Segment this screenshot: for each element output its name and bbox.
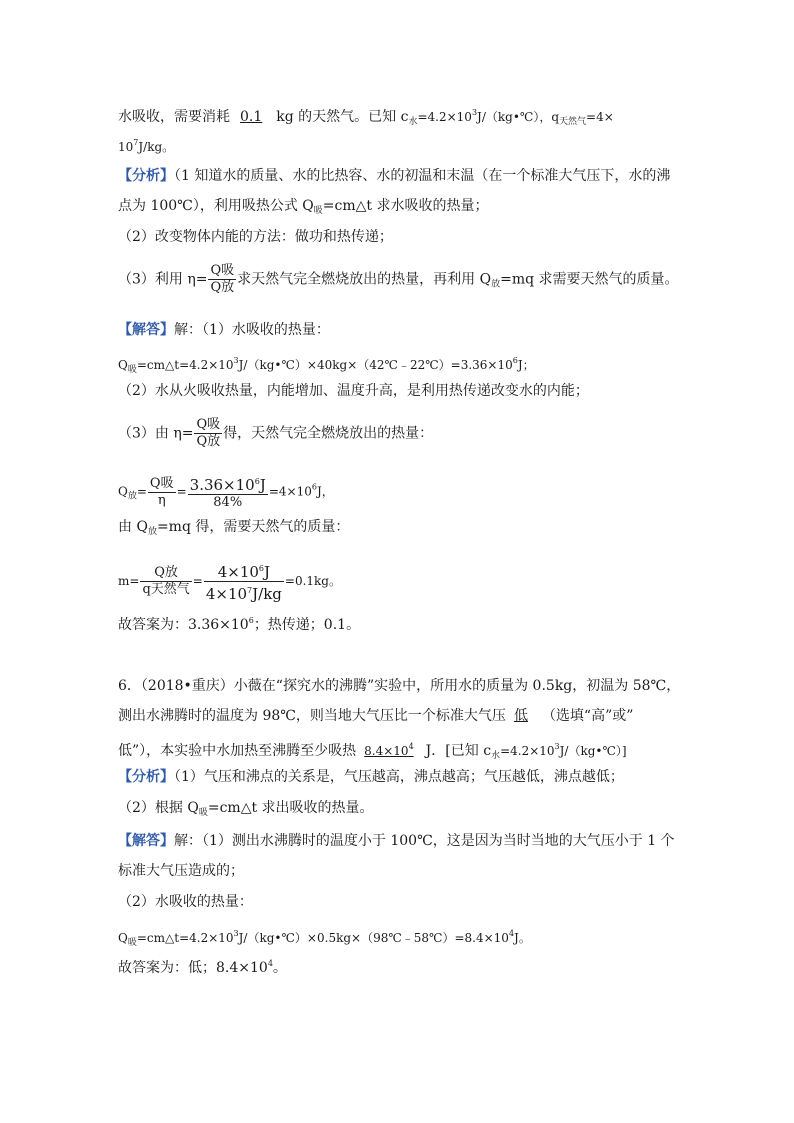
text: 解：（1）水吸收的热量： — [174, 322, 330, 338]
text: J/（kg•℃），q — [477, 110, 560, 124]
text: = — [176, 484, 187, 499]
superscript: 3 — [233, 929, 239, 938]
analysis-line-3 — [118, 263, 679, 296]
text: J， — [316, 484, 334, 499]
text: 4×10 — [217, 563, 259, 581]
subscript: 水 — [408, 117, 418, 127]
answer-blank: 低 — [513, 708, 528, 724]
text: 标准大气压造成的； — [118, 863, 244, 879]
heat-fraction — [148, 476, 176, 509]
text: J — [259, 476, 266, 494]
answer-6-line-2 — [118, 893, 253, 911]
analysis-6-line-2 — [118, 799, 374, 822]
superscript: 3 — [554, 742, 560, 751]
analysis-line-1b — [118, 197, 488, 220]
calc-line-3 — [118, 560, 341, 603]
fraction-numerator: Q吸 — [210, 263, 235, 278]
answer-6-line-1 — [118, 832, 675, 850]
answer-tag: 【解答】 — [118, 833, 174, 849]
text: 。 — [272, 960, 287, 976]
subscript: 放 — [147, 527, 157, 537]
text: = — [192, 574, 203, 588]
superscript: 3 — [471, 108, 478, 117]
text: =cm△t=4.2×10 — [136, 358, 234, 372]
fraction-denominator: q天然气 — [142, 582, 190, 597]
answer-tag: 【解答】 — [118, 322, 174, 338]
superscript: 6 — [248, 616, 254, 625]
subscript: 吸 — [127, 938, 137, 948]
text: （2）水吸收的热量： — [118, 894, 253, 910]
analysis-line-1 — [118, 167, 670, 185]
text: 水吸收，需要消耗 — [118, 109, 230, 125]
superscript: 7 — [247, 586, 253, 595]
fraction-numerator — [204, 560, 284, 582]
answer-line-4 — [118, 518, 349, 541]
text: =mq 得，需要天然气的质量： — [156, 519, 350, 535]
superscript: 6 — [254, 477, 260, 486]
text: J．[已知 c — [425, 743, 492, 759]
superscript: 4 — [408, 742, 414, 751]
calc-line-2 — [118, 473, 334, 511]
text: Q — [118, 358, 128, 372]
superscript: 3 — [233, 356, 239, 365]
fraction-denominator — [204, 582, 284, 603]
answer-blank: 0.1 — [240, 109, 263, 125]
answer-line-3 — [118, 417, 433, 450]
intro-line-1 — [118, 104, 614, 131]
efficiency-fraction — [194, 417, 222, 450]
text: ；热传递；0.1。 — [253, 617, 361, 633]
calc-line-1 — [118, 352, 535, 379]
text: 10 — [118, 140, 134, 154]
subscript: 吸 — [198, 808, 208, 818]
text: J。 — [514, 931, 531, 945]
fraction-numerator: Q吸 — [149, 475, 174, 491]
superscript: 4 — [267, 959, 273, 968]
text: 6．（2018•重庆）小薇在“探究水的沸腾”实验中，所用水的质量为 0.5kg，初温为 58℃， — [118, 678, 681, 694]
mass-fraction — [140, 565, 191, 598]
analysis-6-line-1 — [118, 768, 624, 786]
answer-blank — [356, 744, 426, 758]
value-fraction — [188, 473, 268, 511]
text: 低”），本实验中水加热至沸腾至少吸热 — [118, 743, 357, 759]
text: =mq 求需要天然气的质量。 — [500, 271, 679, 288]
superscript: 6 — [258, 564, 264, 573]
fraction-numerator: Q放 — [140, 565, 191, 582]
question-6-line-2 — [118, 707, 633, 725]
text: =4.2×10 — [500, 744, 555, 758]
fraction-numerator — [188, 473, 268, 495]
calc-6-line — [118, 925, 531, 952]
subscript: 放 — [491, 279, 501, 290]
text: =cm△t 求水吸收的热量； — [322, 198, 489, 214]
answer-line-intro — [118, 321, 330, 339]
final-answer-5 — [118, 612, 360, 634]
question-6-line-3 — [118, 738, 627, 765]
text: J/（kg•℃）] — [559, 744, 627, 758]
analysis-tag: 【分析】 — [118, 769, 174, 785]
answer-6-line-1b — [118, 862, 244, 880]
fraction-denominator: η — [157, 492, 166, 508]
subscript: 天然气 — [559, 117, 587, 127]
text: Q — [118, 484, 128, 499]
text: J/（kg•℃）×40kg×（42℃﹣22℃）=3.36×10 — [238, 358, 513, 372]
text: 由 Q — [118, 519, 148, 535]
text: 点为 100℃），利用吸热公式 Q — [118, 198, 314, 214]
text: （3）利用 η= — [118, 271, 208, 288]
efficiency-fraction — [208, 263, 236, 296]
subscript: 吸 — [127, 365, 137, 375]
fraction-denominator: 84% — [213, 495, 243, 510]
text: =4.2×10 — [417, 110, 472, 124]
text: 故答案为：3.36×10 — [118, 617, 249, 633]
text: 4×10 — [205, 585, 248, 603]
value-fraction — [204, 560, 284, 603]
text: =4× — [586, 110, 614, 124]
subscript: 水 — [491, 751, 501, 761]
text: =4×10 — [268, 484, 312, 499]
question-6-line-1 — [118, 677, 680, 695]
text: = — [136, 484, 147, 499]
text: （1）气压和沸点的关系是，气压越高，沸点越高；气压越低，沸点越低； — [174, 769, 624, 785]
text: （2）根据 Q — [118, 800, 199, 816]
text: 解：（1）测出水沸腾时的温度小于 100℃，这是因为当时当地的大气压小于 1 个 — [174, 833, 675, 849]
text: （1 知道水的质量、水的比热容、水的初温和末温（在一个标准大气压下，水的沸 — [174, 168, 671, 184]
text: （2）水从火吸收热量，内能增加、温度升高，是利用热传递改变水的内能； — [118, 383, 589, 399]
analysis-line-2 — [118, 228, 393, 246]
text: J； — [517, 358, 535, 372]
final-answer-6 — [118, 955, 287, 977]
fraction-numerator: Q吸 — [196, 417, 221, 432]
text: m= — [118, 574, 140, 588]
text: （2）改变物体内能的方法：做功和热传递； — [118, 229, 393, 245]
superscript: 6 — [512, 356, 518, 365]
subscript: 放 — [127, 491, 137, 502]
text: =cm△t=4.2×10 — [136, 931, 234, 945]
intro-line-2 — [118, 134, 174, 156]
fraction-denominator: Q放 — [196, 434, 221, 449]
text: =0.1kg。 — [284, 574, 341, 588]
text: （选填“高”或” — [541, 708, 634, 724]
text: kg 的天然气。已知 c — [276, 109, 409, 125]
text: 3.36×10 — [189, 476, 255, 494]
text: 得，天然气完全燃烧放出的热量： — [223, 425, 434, 442]
text: J/kg — [252, 585, 282, 603]
fraction-denominator: Q放 — [210, 280, 235, 295]
text: Q — [118, 931, 128, 945]
text: 测出水沸腾时的温度为 98℃，则当地大气压比一个标准大气压 — [118, 708, 506, 724]
text: J/（kg•℃）×0.5kg×（98℃﹣58℃）=8.4×10 — [238, 931, 509, 945]
superscript: 7 — [133, 138, 139, 147]
text: 求天然气完全燃烧放出的热量，再利用 Q — [237, 271, 492, 288]
text: （3）由 η= — [118, 425, 194, 442]
text: J/kg。 — [138, 140, 175, 154]
text: =cm△t 求出吸收的热量。 — [207, 800, 374, 816]
superscript: 4 — [508, 929, 515, 938]
analysis-tag: 【分析】 — [118, 168, 174, 184]
text: 故答案为：低；8.4×10 — [118, 960, 268, 976]
text: J — [264, 563, 271, 581]
text: 8.4×10 — [364, 744, 409, 758]
answer-line-2 — [118, 382, 589, 400]
superscript: 6 — [311, 482, 317, 492]
subscript: 吸 — [313, 206, 323, 216]
